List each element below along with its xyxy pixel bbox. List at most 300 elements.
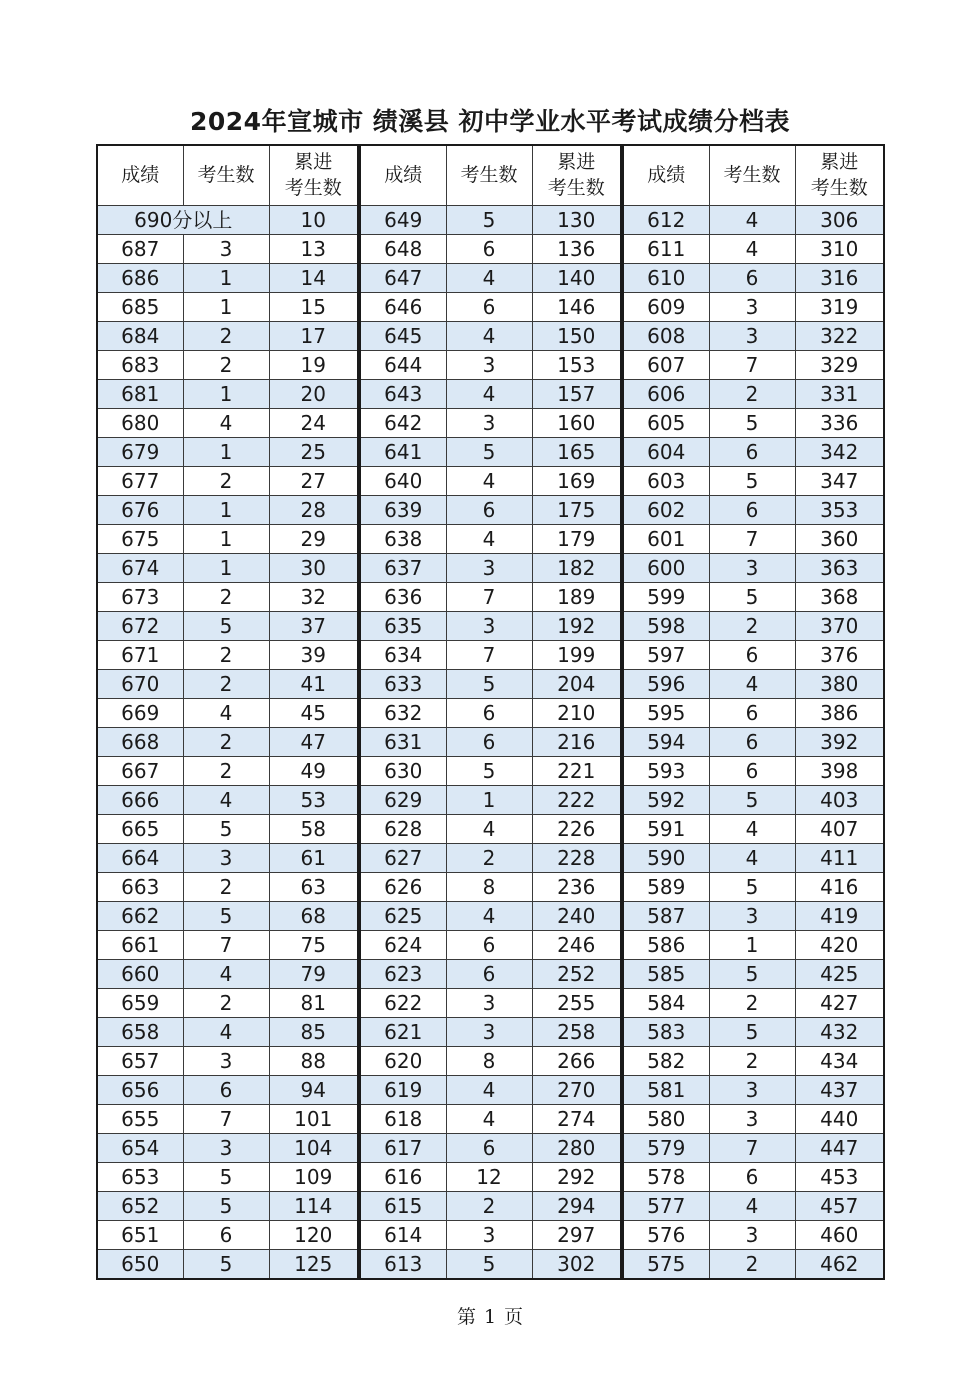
table-row: [360, 611, 621, 640]
cell-count: 3: [446, 1221, 532, 1250]
cell-cumulative: 407: [795, 814, 884, 843]
cell-cumulative: 255: [532, 988, 621, 1017]
cell-count: 7: [709, 1134, 795, 1163]
table-row: [623, 640, 884, 669]
cell-cumulative: 427: [795, 988, 884, 1017]
table-row: [623, 263, 884, 292]
header-count: 考生数: [446, 145, 532, 205]
cell-count: 3: [183, 234, 269, 263]
cell-cumulative: 88: [269, 1046, 358, 1075]
cell-cumulative: 109: [269, 1163, 358, 1192]
cell-cumulative: 297: [532, 1221, 621, 1250]
cell-count: 2: [709, 988, 795, 1017]
cell-count: 4: [709, 205, 795, 234]
table-row: [623, 901, 884, 930]
cell-cumulative: 292: [532, 1163, 621, 1192]
cell-count: 8: [446, 1046, 532, 1075]
table-row: [623, 292, 884, 321]
table-row: [360, 1075, 621, 1104]
cell-score: 641: [360, 437, 446, 466]
cell-cumulative: 368: [795, 582, 884, 611]
cell-count: 6: [709, 727, 795, 756]
cell-cumulative: 150: [532, 321, 621, 350]
cell-cumulative: 19: [269, 350, 358, 379]
cell-score: 647: [360, 263, 446, 292]
cell-cumulative: 199: [532, 640, 621, 669]
cell-count: 5: [446, 1250, 532, 1279]
cell-cumulative: 25: [269, 437, 358, 466]
cell-count: 3: [446, 350, 532, 379]
cell-score: 625: [360, 901, 446, 930]
cell-cumulative: 437: [795, 1075, 884, 1104]
table-row: [360, 930, 621, 959]
cell-count: 4: [709, 234, 795, 263]
cell-cumulative: 160: [532, 408, 621, 437]
cell-count: 4: [446, 524, 532, 553]
cell-score: 609: [623, 292, 709, 321]
table-row: [360, 785, 621, 814]
cell-count: 4: [446, 263, 532, 292]
cell-cumulative: 221: [532, 756, 621, 785]
cell-count: 1: [183, 524, 269, 553]
cell-count: 3: [183, 1134, 269, 1163]
cell-count: 6: [183, 1221, 269, 1250]
cell-score: 611: [623, 234, 709, 263]
cell-count: 6: [446, 930, 532, 959]
table-row: [97, 1017, 358, 1046]
cell-cumulative: 403: [795, 785, 884, 814]
table-row: [360, 843, 621, 872]
cell-score: 674: [97, 553, 183, 582]
table-row: [623, 814, 884, 843]
cell-score: 632: [360, 698, 446, 727]
cell-cumulative: 363: [795, 553, 884, 582]
cell-score: 666: [97, 785, 183, 814]
cell-count: 6: [709, 698, 795, 727]
header-row: [360, 145, 621, 205]
cell-score: 604: [623, 437, 709, 466]
cell-cumulative: 20: [269, 379, 358, 408]
cell-count: 3: [709, 901, 795, 930]
cell-score: 652: [97, 1192, 183, 1221]
table-row: [97, 785, 358, 814]
cell-count: 6: [446, 234, 532, 263]
cell-score: 675: [97, 524, 183, 553]
cell-count: 7: [446, 582, 532, 611]
cell-cumulative: 270: [532, 1075, 621, 1104]
cell-count: 5: [709, 959, 795, 988]
cell-count: 5: [709, 408, 795, 437]
table-row: [360, 1104, 621, 1133]
table-row: [97, 553, 358, 582]
table-row: [360, 495, 621, 524]
cell-score: 679: [97, 437, 183, 466]
cell-count: 4: [183, 785, 269, 814]
cell-count: 6: [446, 959, 532, 988]
cell-count: 2: [446, 1192, 532, 1221]
cell-score: 668: [97, 727, 183, 756]
cell-count: 5: [446, 669, 532, 698]
cell-count: 5: [446, 437, 532, 466]
cell-score: 644: [360, 350, 446, 379]
cell-cumulative: 376: [795, 640, 884, 669]
table-row: [360, 408, 621, 437]
cell-count: 5: [709, 1017, 795, 1046]
cell-count: 6: [446, 495, 532, 524]
table-row: [360, 263, 621, 292]
cell-cumulative: 146: [532, 292, 621, 321]
cell-score: 657: [97, 1046, 183, 1075]
cell-count: 2: [183, 727, 269, 756]
table-row: [97, 321, 358, 350]
cell-score: 599: [623, 582, 709, 611]
cell-count: 3: [446, 1017, 532, 1046]
cell-cumulative: 331: [795, 379, 884, 408]
cell-count: 7: [709, 350, 795, 379]
table-row: [623, 727, 884, 756]
table-row: [97, 814, 358, 843]
cell-count: 2: [446, 843, 532, 872]
cell-score: 639: [360, 495, 446, 524]
cell-score: 583: [623, 1017, 709, 1046]
cell-score: 630: [360, 756, 446, 785]
cell-score: 626: [360, 872, 446, 901]
table-row: [97, 988, 358, 1017]
cell-cumulative: 419: [795, 901, 884, 930]
cell-cumulative: 15: [269, 292, 358, 321]
cell-score: 683: [97, 350, 183, 379]
table-row: [360, 321, 621, 350]
cell-cumulative: 380: [795, 669, 884, 698]
cell-score: 653: [97, 1163, 183, 1192]
cell-count: 5: [446, 205, 532, 234]
cell-cumulative: 457: [795, 1192, 884, 1221]
table-row: [360, 553, 621, 582]
table-row: [97, 640, 358, 669]
cell-score: 654: [97, 1134, 183, 1163]
cell-score: 665: [97, 814, 183, 843]
cell-score: 635: [360, 611, 446, 640]
cell-score: 603: [623, 466, 709, 495]
cell-cumulative: 294: [532, 1192, 621, 1221]
cell-count: 4: [446, 814, 532, 843]
cell-count: 1: [709, 930, 795, 959]
table-row: [360, 205, 621, 234]
cell-cumulative: 302: [532, 1250, 621, 1279]
cell-cumulative: 63: [269, 872, 358, 901]
cell-count: 2: [709, 611, 795, 640]
table-row: [623, 408, 884, 437]
cell-cumulative: 460: [795, 1221, 884, 1250]
cell-score: 594: [623, 727, 709, 756]
score-table-2: [359, 144, 622, 1280]
table-row: [360, 1017, 621, 1046]
cell-count: 6: [446, 727, 532, 756]
table-row: [360, 669, 621, 698]
cell-cumulative: 30: [269, 553, 358, 582]
cell-count: 1: [183, 379, 269, 408]
table-row: [97, 669, 358, 698]
table-row: [97, 524, 358, 553]
cell-score: 671: [97, 640, 183, 669]
cell-count: 2: [183, 756, 269, 785]
header-score: 成绩: [623, 145, 709, 205]
table-row: [360, 872, 621, 901]
cell-cumulative: 392: [795, 727, 884, 756]
table-row: [623, 379, 884, 408]
cell-count: 2: [183, 669, 269, 698]
cell-count: 5: [183, 1163, 269, 1192]
table-row: [360, 1046, 621, 1075]
cell-count: 7: [709, 524, 795, 553]
cell-count: 2: [183, 872, 269, 901]
top-score-label: 690分以上: [97, 205, 269, 234]
cell-cumulative: 370: [795, 611, 884, 640]
table-row: [97, 1163, 358, 1192]
table-row: [360, 959, 621, 988]
cell-score: 613: [360, 1250, 446, 1279]
table-row: [623, 756, 884, 785]
cell-score: 602: [623, 495, 709, 524]
cell-count: 3: [446, 408, 532, 437]
cell-score: 662: [97, 901, 183, 930]
cell-cumulative: 353: [795, 495, 884, 524]
cell-cumulative: 17: [269, 321, 358, 350]
table-row: [623, 785, 884, 814]
cell-score: 655: [97, 1104, 183, 1133]
cell-cumulative: 228: [532, 843, 621, 872]
cell-count: 12: [446, 1163, 532, 1192]
table-row: [623, 1075, 884, 1104]
table-row: [623, 466, 884, 495]
cell-score: 660: [97, 959, 183, 988]
cell-score: 593: [623, 756, 709, 785]
cell-score: 607: [623, 350, 709, 379]
cell-score: 591: [623, 814, 709, 843]
cell-count: 4: [446, 379, 532, 408]
cell-cumulative: 411: [795, 843, 884, 872]
cell-count: 6: [446, 292, 532, 321]
table-row: [623, 437, 884, 466]
cell-cumulative: 204: [532, 669, 621, 698]
cell-count: 3: [446, 611, 532, 640]
cell-cumulative: 398: [795, 756, 884, 785]
table-row: [360, 582, 621, 611]
cell-score: 650: [97, 1250, 183, 1279]
cell-count: 1: [183, 263, 269, 292]
table-row: [97, 263, 358, 292]
table-row: [97, 901, 358, 930]
table-row: [623, 1163, 884, 1192]
table-row: [97, 582, 358, 611]
table-row: [97, 872, 358, 901]
cell-cumulative: 24: [269, 408, 358, 437]
cell-score: 640: [360, 466, 446, 495]
cell-score: 586: [623, 930, 709, 959]
table-row: [97, 379, 358, 408]
cell-score: 629: [360, 785, 446, 814]
cell-score: 672: [97, 611, 183, 640]
cell-count: 4: [709, 669, 795, 698]
cell-score: 681: [97, 379, 183, 408]
table-row: [623, 321, 884, 350]
cell-cumulative: 386: [795, 698, 884, 727]
cell-count: 2: [183, 988, 269, 1017]
cell-score: 600: [623, 553, 709, 582]
cell-score: 618: [360, 1104, 446, 1133]
score-table-3: [622, 144, 885, 1280]
cell-cumulative: 322: [795, 321, 884, 350]
cell-score: 664: [97, 843, 183, 872]
cell-score: 621: [360, 1017, 446, 1046]
cell-score: 685: [97, 292, 183, 321]
cell-count: 5: [709, 785, 795, 814]
table-row: [360, 901, 621, 930]
header-cumulative: 累进 考生数: [795, 145, 884, 205]
cell-count: 5: [183, 1250, 269, 1279]
cell-count: 7: [446, 640, 532, 669]
cell-cumulative: 79: [269, 959, 358, 988]
cell-cumulative: 120: [269, 1221, 358, 1250]
table-row: [360, 292, 621, 321]
cell-score: 627: [360, 843, 446, 872]
cell-count: 5: [709, 466, 795, 495]
cell-cumulative: 157: [532, 379, 621, 408]
cell-cumulative: 53: [269, 785, 358, 814]
cell-count: 7: [183, 930, 269, 959]
header-row: [97, 145, 358, 205]
cell-count: 6: [709, 437, 795, 466]
cell-score: 581: [623, 1075, 709, 1104]
cell-count: 3: [183, 1046, 269, 1075]
header-count: 考生数: [709, 145, 795, 205]
table-row: [97, 234, 358, 263]
cell-count: 3: [709, 321, 795, 350]
header-cumulative: 累进 考生数: [532, 145, 621, 205]
table-row: [623, 872, 884, 901]
table-row: [623, 959, 884, 988]
cell-cumulative: 81: [269, 988, 358, 1017]
cell-cumulative: 85: [269, 1017, 358, 1046]
cell-score: 582: [623, 1046, 709, 1075]
cell-cumulative: 342: [795, 437, 884, 466]
cell-score: 663: [97, 872, 183, 901]
cell-count: 1: [183, 495, 269, 524]
cell-score: 601: [623, 524, 709, 553]
cell-cumulative: 41: [269, 669, 358, 698]
cell-count: 4: [446, 1104, 532, 1133]
cell-count: 3: [446, 553, 532, 582]
cell-cumulative: 94: [269, 1075, 358, 1104]
table-row: [360, 640, 621, 669]
cell-cumulative: 222: [532, 785, 621, 814]
table-row: [623, 1250, 884, 1279]
cell-count: 6: [183, 1075, 269, 1104]
cell-count: 3: [446, 988, 532, 1017]
cell-score: 645: [360, 321, 446, 350]
table-row: [97, 466, 358, 495]
cell-score: 579: [623, 1134, 709, 1163]
cell-count: 6: [709, 756, 795, 785]
cell-score: 597: [623, 640, 709, 669]
cell-cumulative: 274: [532, 1104, 621, 1133]
header-score: 成绩: [97, 145, 183, 205]
cell-count: 6: [709, 640, 795, 669]
table-row: [623, 1221, 884, 1250]
cell-cumulative: 246: [532, 930, 621, 959]
cell-score: 598: [623, 611, 709, 640]
cell-score: 643: [360, 379, 446, 408]
table-row-top: [97, 205, 358, 234]
cell-count: 5: [183, 901, 269, 930]
table-row: [623, 843, 884, 872]
cell-count: 1: [183, 437, 269, 466]
cell-cumulative: 425: [795, 959, 884, 988]
cell-count: 6: [709, 495, 795, 524]
score-table-1: [96, 144, 359, 1280]
table-row: [360, 727, 621, 756]
table-row: [623, 524, 884, 553]
cell-cumulative: 189: [532, 582, 621, 611]
cell-score: 676: [97, 495, 183, 524]
cell-count: 1: [446, 785, 532, 814]
cell-score: 576: [623, 1221, 709, 1250]
page-number: 第 1 页: [456, 1306, 524, 1328]
table-row: [360, 437, 621, 466]
cell-score: 673: [97, 582, 183, 611]
cell-count: 4: [446, 1075, 532, 1104]
table-row: [360, 698, 621, 727]
score-tables: [96, 144, 880, 1280]
cell-count: 5: [709, 872, 795, 901]
cell-cumulative: 316: [795, 263, 884, 292]
cell-cumulative: 347: [795, 466, 884, 495]
cell-count: 8: [446, 872, 532, 901]
table-row: [97, 495, 358, 524]
cell-cumulative: 75: [269, 930, 358, 959]
cell-cumulative: 104: [269, 1134, 358, 1163]
table-row: [360, 988, 621, 1017]
cell-score: 642: [360, 408, 446, 437]
table-row: [623, 553, 884, 582]
cell-count: 2: [183, 466, 269, 495]
cell-cumulative: 319: [795, 292, 884, 321]
table-row: [623, 582, 884, 611]
cell-count: 2: [709, 1046, 795, 1075]
cell-cumulative: 258: [532, 1017, 621, 1046]
cell-cumulative: 462: [795, 1250, 884, 1279]
table-row: [360, 1250, 621, 1279]
table-row: [360, 379, 621, 408]
cell-cumulative: 336: [795, 408, 884, 437]
cell-score: 661: [97, 930, 183, 959]
table-row: [360, 814, 621, 843]
cell-score: 638: [360, 524, 446, 553]
table-row: [97, 698, 358, 727]
cell-count: 4: [709, 1192, 795, 1221]
cell-cumulative: 27: [269, 466, 358, 495]
cell-count: 2: [183, 582, 269, 611]
cell-cumulative: 360: [795, 524, 884, 553]
cell-cumulative: 240: [532, 901, 621, 930]
cell-cumulative: 280: [532, 1134, 621, 1163]
cell-score: 592: [623, 785, 709, 814]
cell-cumulative: 236: [532, 872, 621, 901]
cell-cumulative: 37: [269, 611, 358, 640]
cell-cumulative: 416: [795, 872, 884, 901]
table-row: [623, 495, 884, 524]
cell-cumulative: 14: [269, 263, 358, 292]
